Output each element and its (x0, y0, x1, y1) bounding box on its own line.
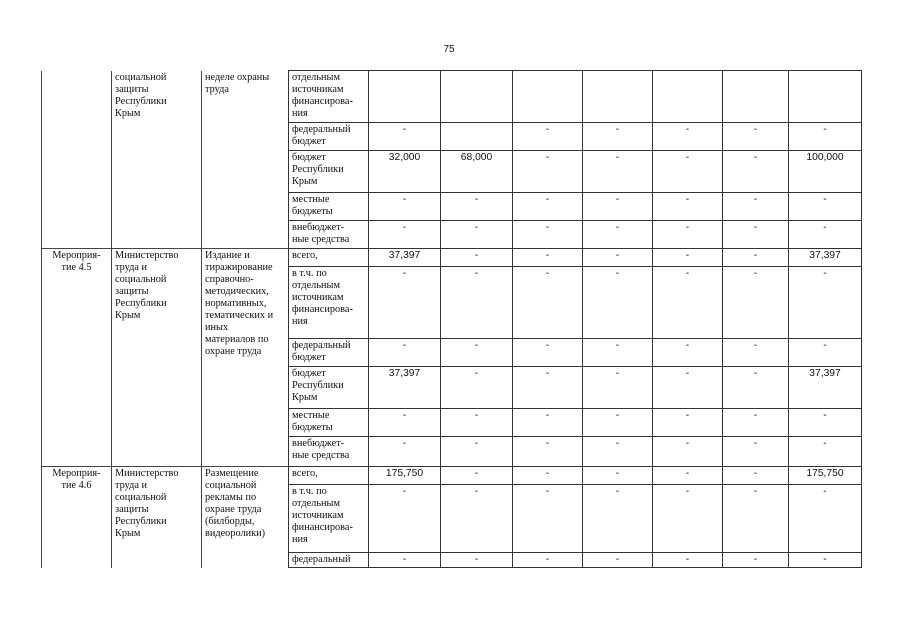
value-cell: - (723, 409, 789, 437)
funding-source-cell: внебюджет- ные средства (289, 221, 369, 249)
executor-cell: Министерство труда и социальной защиты Республики Крым (112, 249, 202, 467)
value-cell: - (369, 193, 441, 221)
value-cell: - (723, 123, 789, 151)
value-cell: - (513, 437, 583, 467)
value-cell: - (513, 193, 583, 221)
value-cell: - (583, 193, 653, 221)
value-cell: - (583, 339, 653, 367)
value-cell: - (723, 467, 789, 485)
value-cell: - (583, 437, 653, 467)
value-cell: - (513, 409, 583, 437)
value-cell: - (441, 409, 513, 437)
funding-source-cell: бюджет Республики Крым (289, 151, 369, 193)
page-number: 75 (443, 44, 455, 55)
value-cell: - (789, 339, 862, 367)
funding-source-cell: местные бюджеты (289, 193, 369, 221)
funding-source-cell: федеральный бюджет (289, 123, 369, 151)
value-cell: - (723, 267, 789, 339)
value-cell: 37,397 (789, 249, 862, 267)
value-cell: - (369, 339, 441, 367)
funding-source-cell: внебюджет- ные средства (289, 437, 369, 467)
value-cell (369, 71, 441, 123)
value-cell: - (441, 467, 513, 485)
value-cell: 37,397 (789, 367, 862, 409)
value-cell: - (513, 485, 583, 553)
event-cell: Мероприя- тие 4.6 (42, 467, 112, 568)
description-cell: Издание и тиражирование справочно- методических, нормативных, тематических и иных материалов по охране труда (202, 249, 289, 467)
value-cell: - (441, 193, 513, 221)
value-cell: - (653, 249, 723, 267)
value-cell: - (723, 553, 789, 568)
value-cell: - (723, 151, 789, 193)
value-cell: - (441, 367, 513, 409)
value-cell: - (723, 437, 789, 467)
value-cell: - (441, 437, 513, 467)
value-cell: - (653, 485, 723, 553)
executor-cell: Министерство труда и социальной защиты Республики Крым (112, 467, 202, 568)
value-cell: - (789, 193, 862, 221)
value-cell: - (369, 437, 441, 467)
value-cell: - (653, 339, 723, 367)
table-row (42, 249, 862, 267)
value-cell: - (583, 151, 653, 193)
value-cell: - (723, 221, 789, 249)
value-cell: - (723, 193, 789, 221)
funding-source-cell: местные бюджеты (289, 409, 369, 437)
value-cell: - (653, 221, 723, 249)
description-cell: Размещение социальной рекламы по охране труда (билборды, видеоролики) (202, 467, 289, 568)
funding-table (41, 70, 862, 568)
value-cell: - (723, 485, 789, 553)
value-cell: - (369, 123, 441, 151)
value-cell (513, 71, 583, 123)
value-cell: - (369, 485, 441, 553)
value-cell: - (513, 467, 583, 485)
funding-source-cell: в т.ч. по отдельным источникам финансирова- ния (289, 267, 369, 339)
value-cell: - (789, 437, 862, 467)
funding-source-cell: федеральный бюджет (289, 339, 369, 367)
value-cell: - (789, 409, 862, 437)
value-cell: - (583, 367, 653, 409)
value-cell (653, 71, 723, 123)
value-cell: - (513, 123, 583, 151)
value-cell: - (583, 249, 653, 267)
value-cell: - (653, 193, 723, 221)
value-cell (723, 71, 789, 123)
value-cell: - (789, 485, 862, 553)
value-cell: - (583, 123, 653, 151)
value-cell: - (369, 553, 441, 568)
funding-source-cell: всего, (289, 467, 369, 485)
value-cell (441, 123, 513, 151)
value-cell: - (441, 553, 513, 568)
value-cell (441, 71, 513, 123)
value-cell: - (513, 553, 583, 568)
value-cell: - (369, 221, 441, 249)
value-cell: - (513, 339, 583, 367)
value-cell: - (723, 339, 789, 367)
value-cell: - (653, 409, 723, 437)
funding-source-cell: федеральный (289, 553, 369, 568)
value-cell: - (369, 267, 441, 339)
funding-source-cell: всего, (289, 249, 369, 267)
value-cell: 37,397 (369, 367, 441, 409)
value-cell: - (723, 367, 789, 409)
value-cell: - (513, 367, 583, 409)
value-cell: - (583, 267, 653, 339)
value-cell: - (789, 553, 862, 568)
value-cell: - (789, 267, 862, 339)
value-cell: - (513, 249, 583, 267)
value-cell: - (441, 267, 513, 339)
value-cell: 100,000 (789, 151, 862, 193)
value-cell: - (441, 221, 513, 249)
value-cell: - (513, 151, 583, 193)
value-cell: 32,000 (369, 151, 441, 193)
value-cell: - (723, 249, 789, 267)
value-cell: - (653, 123, 723, 151)
value-cell: - (653, 553, 723, 568)
value-cell: - (789, 123, 862, 151)
executor-cell: социальной защиты Республики Крым (112, 71, 202, 249)
value-cell: - (653, 467, 723, 485)
value-cell: 37,397 (369, 249, 441, 267)
value-cell: - (653, 267, 723, 339)
value-cell: - (513, 221, 583, 249)
description-cell: неделе охраны труда (202, 71, 289, 249)
value-cell: - (583, 485, 653, 553)
value-cell: - (583, 553, 653, 568)
value-cell: - (653, 151, 723, 193)
value-cell: - (441, 485, 513, 553)
value-cell: - (653, 437, 723, 467)
event-cell (42, 71, 112, 249)
value-cell: - (369, 409, 441, 437)
value-cell: - (441, 249, 513, 267)
table-row (42, 467, 862, 485)
funding-source-cell: отдельным источникам финансирова- ния (289, 71, 369, 123)
value-cell: - (513, 267, 583, 339)
event-cell: Мероприя- тие 4.5 (42, 249, 112, 467)
value-cell: - (653, 367, 723, 409)
value-cell: - (441, 339, 513, 367)
value-cell: - (583, 467, 653, 485)
funding-source-cell: бюджет Республики Крым (289, 367, 369, 409)
value-cell: - (583, 221, 653, 249)
value-cell: 175,750 (789, 467, 862, 485)
value-cell: - (583, 409, 653, 437)
value-cell (583, 71, 653, 123)
value-cell (789, 71, 862, 123)
value-cell: 175,750 (369, 467, 441, 485)
value-cell: 68,000 (441, 151, 513, 193)
table-row (42, 71, 862, 123)
value-cell: - (789, 221, 862, 249)
funding-source-cell: в т.ч. по отдельным источникам финансирова- ния (289, 485, 369, 553)
